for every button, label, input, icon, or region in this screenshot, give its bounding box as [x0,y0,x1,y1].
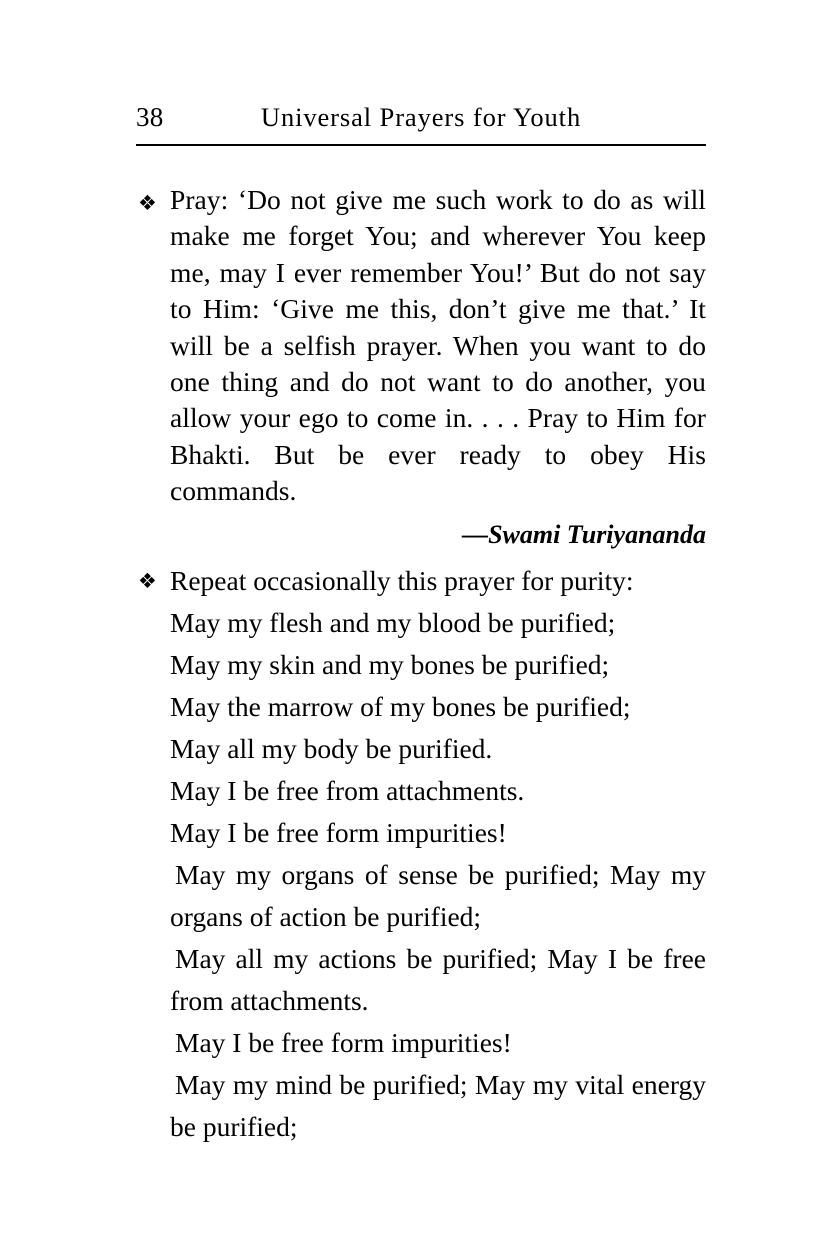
prayer-line: May my flesh and my blood be purified; [170,606,616,638]
quote-attribution: —Swami Turiyananda [462,519,706,549]
running-head [136,100,706,136]
prayer-paragraph: May all my actions be purified; May I be free from attachments. [170,942,706,1016]
body-column [136,182,706,1148]
prayer-line: May the marrow of my bones be purified; [170,690,631,722]
prayer-intro-line: Repeat occasionally this prayer for purity: [170,564,634,596]
prayer-line: May all my body be purified. [170,732,493,764]
running-title: Universal Prayers for Youth [260,102,582,132]
prayer-paragraph: May my organs of sense be purified; May my organs of action be purified; [170,858,706,932]
page-number: 38 [136,102,164,132]
prayer-line: May I be free form impurities! [170,816,507,848]
floral-diamond-bullet-icon: ❖ [138,191,157,215]
section-pray-quote [136,182,706,510]
header-divider [136,144,706,146]
floral-diamond-bullet-icon: ❖ [138,568,157,593]
quote-paragraph: Pray: ‘Do not give me such work to do as will make me forget You; and wherever You keep me, may I ever remember You!’ But do not say to Him: ‘Give me this, don’t give me that.’ It will be a selfish prayer. When you want to do one thing and do not want to do another, you allow your ego to come in. . . . Pray to Him for Bhakti. But be ever ready to obey His commands. [170,184,706,507]
prayer-paragraph: May my mind be purified; May my vital energy be purified; [170,1068,706,1142]
section-purity-prayer [136,560,706,1148]
prayer-line: May my skin and my bones be purified; [170,648,610,680]
prayer-line: May I be free form impurities! [175,1026,512,1058]
prayer-line: May I be free from attachments. [170,774,525,806]
